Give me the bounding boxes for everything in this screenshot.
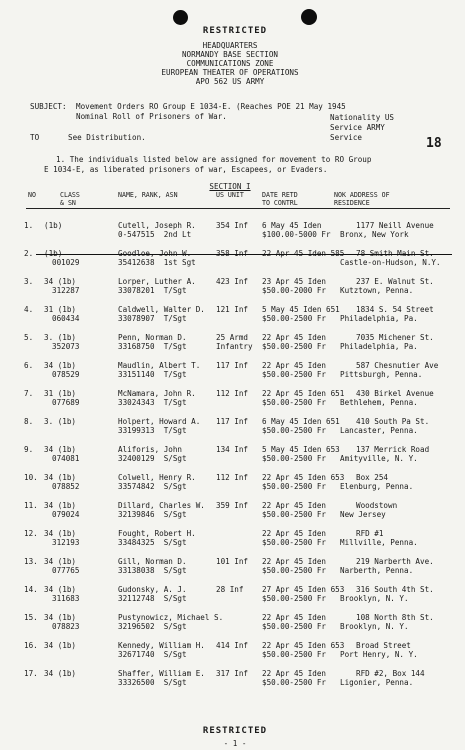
row-unit: 25 Armd (216, 333, 249, 342)
document-number: 18 (426, 136, 442, 151)
row-number: 7. (24, 389, 34, 398)
row-unit: 117 Inf (216, 417, 249, 426)
row-date: 6 May 45 Iden (262, 221, 322, 230)
row-number: 16. (24, 641, 38, 650)
row-city: Bethlehem, Penna. (340, 398, 418, 407)
row-address: 430 Birkel Avenue (356, 389, 434, 398)
row-number: 4. (24, 305, 34, 314)
row-asn: 32671740 S/Sgt (118, 650, 187, 659)
col-header-date: DATE RETD TO CONTRL (262, 191, 298, 207)
row-class: 34 (1b) (44, 669, 77, 678)
row-serial: 311683 (52, 594, 80, 603)
row-address: Woodstown (356, 501, 398, 510)
row-name: McNamara, John R. (118, 389, 196, 398)
row-class: 3. (1b) (44, 417, 77, 426)
row-unit: 423 Inf (216, 277, 249, 286)
row-address: RFD #2, Box 144 (356, 669, 425, 678)
row-name: Shaffer, William E. (118, 669, 205, 678)
to-value: See Distribution. (68, 133, 146, 142)
table-row (0, 222, 465, 240)
row-address: 137 Merrick Road (356, 445, 430, 454)
row-date: 22 Apr 45 Iden (262, 669, 327, 678)
row-asn: 32139846 S/Sgt (118, 510, 187, 519)
row-date: 22 Apr 45 Iden (262, 613, 327, 622)
header-underline (26, 208, 450, 209)
row-address: 7035 Michener St. (356, 333, 434, 342)
letterhead-line: COMMUNICATIONS ZONE (186, 59, 274, 68)
row-unit: 134 Inf (216, 445, 249, 454)
row-class: 34 (1b) (44, 277, 77, 286)
row-pay: $50.00-2500 Fr (262, 510, 327, 519)
row-asn: 33078907 T/Sgt (118, 314, 187, 323)
row-class: 3. (1b) (44, 333, 77, 342)
row-address: 237 E. Walnut St. (356, 277, 434, 286)
classification-bottom: RESTRICTED (202, 726, 268, 736)
row-serial: 312193 (52, 538, 80, 547)
row-unit: 28 Inf (216, 585, 244, 594)
row-address: 1177 Neill Avenue (356, 221, 434, 230)
row-serial: 079024 (52, 510, 80, 519)
row-asn: 33151140 T/Sgt (118, 370, 187, 379)
table-row (0, 642, 465, 660)
row-city: New Jersey (340, 510, 386, 519)
row-number: 5. (24, 333, 34, 342)
section-title: SECTION I (209, 182, 251, 191)
row-date: 5 May 45 Iden 651 (262, 305, 340, 314)
row-class: 34 (1b) (44, 445, 77, 454)
row-name: Lorper, Luther A. (118, 277, 196, 286)
intro-line: 1. The individuals listed below are assigned for movement to RO Group (56, 155, 372, 164)
row-number: 9. (24, 445, 34, 454)
table-row (0, 306, 465, 324)
row-date: 22 Apr 45 Iden (262, 361, 327, 370)
row-asn: 33326500 S/Sgt (118, 678, 187, 687)
row-asn: 33078201 T/Sgt (118, 286, 187, 295)
row-name: Caldwell, Walter D. (118, 305, 205, 314)
row-serial: 001029 (52, 258, 80, 267)
table-row (0, 586, 465, 604)
row-name: Cutell, Joseph R. (118, 221, 196, 230)
row-city: Narberth, Penna. (340, 566, 414, 575)
intro-line: E 1034-E, as liberated prisoners of war, Escapees, or Evaders. (44, 165, 328, 174)
row-serial: 312287 (52, 286, 80, 295)
table-row (0, 362, 465, 380)
row-asn: 33024343 T/Sgt (118, 398, 187, 407)
strikethrough-line (36, 254, 452, 255)
row-name: Dillard, Charles W. (118, 501, 205, 510)
right-block-line: Service (330, 133, 363, 142)
row-city: Pittsburgh, Penna. (340, 370, 423, 379)
row-date: 22 Apr 45 Iden (262, 557, 327, 566)
row-name: Gill, Norman D. (118, 557, 187, 566)
row-city: Philadelphia, Pa. (340, 342, 418, 351)
right-block-line: Service ARMY (330, 123, 385, 132)
row-name: Penn, Norman D. (118, 333, 187, 342)
row-asn: 33138038 S/Sgt (118, 566, 187, 575)
col-header-class: CLASS & SN (60, 191, 80, 207)
letterhead-line: APO 562 US ARMY (195, 77, 265, 86)
row-number: 13. (24, 557, 38, 566)
row-number: 15. (24, 613, 38, 622)
row-unit: 101 Inf (216, 557, 249, 566)
row-pay: $50.00-2500 Fr (262, 342, 327, 351)
row-city: Kutztown, Penna. (340, 286, 414, 295)
row-number: 2. (24, 249, 34, 258)
row-number: 8. (24, 417, 34, 426)
row-asn: 33574842 S/Sgt (118, 482, 187, 491)
row-unit: 359 Inf (216, 501, 249, 510)
row-asn: 32400129 S/Sgt (118, 454, 187, 463)
row-number: 1. (24, 221, 34, 230)
row-number: 17. (24, 669, 38, 678)
letterhead-line: NORMANDY BASE SECTION (181, 50, 278, 59)
row-city: Lancaster, Penna. (340, 426, 418, 435)
row-address: 587 Chesnutier Ave (356, 361, 439, 370)
row-address: RFD #1 (356, 529, 384, 538)
col-header-unit: US UNIT (216, 191, 244, 199)
row-class: 34 (1b) (44, 473, 77, 482)
subject-line: Nominal Roll of Prisoners of War. (76, 112, 227, 121)
row-city: Ligonier, Penna. (340, 678, 414, 687)
row-name: Colwell, Henry R. (118, 473, 196, 482)
row-name: Holpert, Howard A. (118, 417, 201, 426)
row-date: 22 Apr 45 Iden (262, 501, 327, 510)
subject-line: Movement Orders RO Group E 1034-E. (Reaches POE 21 May 1945 (76, 102, 346, 111)
row-city: Brooklyn, N. Y. (340, 594, 409, 603)
table-row (0, 250, 465, 268)
row-pay: $50.00-2500 Fr (262, 454, 327, 463)
row-asn: 32112748 S/Sgt (118, 594, 187, 603)
table-row (0, 390, 465, 408)
row-pay: $50.00-2500 Fr (262, 482, 327, 491)
row-asn: 32196502 S/Sgt (118, 622, 187, 631)
ink-blot-right (301, 9, 317, 25)
row-asn: 35412638 1st Sgt (118, 258, 196, 267)
row-address: 316 South 4th St. (356, 585, 434, 594)
row-date: 22 Apr 45 Iden 651 (262, 389, 345, 398)
row-unit: 121 Inf (216, 305, 249, 314)
row-asn: 33484325 S/Sgt (118, 538, 187, 547)
row-number: 12. (24, 529, 38, 538)
row-number: 11. (24, 501, 38, 510)
row-class: 31 (1b) (44, 389, 77, 398)
row-city: Castle-on-Hudson, N.Y. (340, 258, 441, 267)
row-date: 27 Apr 45 Iden 653 (262, 585, 345, 594)
row-address: 108 North 8th St. (356, 613, 434, 622)
row-name: Pustynowicz, Michael S. (118, 613, 224, 622)
row-address: Box 254 (356, 473, 389, 482)
row-pay: $100.00-5000 Fr (262, 230, 331, 239)
row-city: Bronx, New York (340, 230, 409, 239)
row-name: Aliforis, John (118, 445, 183, 454)
table-row (0, 614, 465, 632)
row-date: 22 Apr 45 Iden 653 (262, 473, 345, 482)
row-serial: 060434 (52, 314, 80, 323)
subject-label: SUBJECT: (30, 102, 67, 111)
row-address: 1834 S. 54 Street (356, 305, 434, 314)
page-number: - 1 - (223, 739, 247, 748)
row-serial: 077765 (52, 566, 80, 575)
right-block-line: Nationality US (330, 113, 395, 122)
row-date: 22 Apr 45 Iden (262, 529, 327, 538)
row-serial: 352073 (52, 342, 80, 351)
row-asn: 0-547515 2nd Lt (118, 230, 192, 239)
row-class: 34 (1b) (44, 613, 77, 622)
row-pay: $50.00-2500 Fr (262, 594, 327, 603)
table-row (0, 278, 465, 296)
col-header-name: NAME, RANK, ASN (118, 191, 178, 199)
row-pay: $50.00-2500 Fr (262, 622, 327, 631)
table-row (0, 530, 465, 548)
row-date: 6 May 45 Iden 651 (262, 417, 340, 426)
classification-top: RESTRICTED (202, 26, 268, 36)
row-class: 34 (1b) (44, 557, 77, 566)
row-city: Millville, Penna. (340, 538, 418, 547)
row-class: 34 (1b) (44, 641, 77, 650)
row-unit: 354 Inf (216, 221, 249, 230)
table-row (0, 502, 465, 520)
letterhead-line: HEADQUARTERS (202, 41, 258, 50)
row-date: 23 Apr 45 Iden (262, 277, 327, 286)
row-number: 6. (24, 361, 34, 370)
table-row (0, 418, 465, 436)
table-row (0, 474, 465, 492)
row-serial: 077689 (52, 398, 80, 407)
row-pay: $50.00-2500 Fr (262, 370, 327, 379)
row-class: 31 (1b) (44, 305, 77, 314)
col-header-no: NO (28, 191, 36, 199)
row-unit: 414 Inf (216, 641, 249, 650)
row-unit: 112 Inf (216, 473, 249, 482)
row-pay: $50.00-2500 Fr (262, 426, 327, 435)
row-class: 34 (1b) (44, 501, 77, 510)
row-name: Gudonsky, A. J. (118, 585, 187, 594)
row-serial: 078823 (52, 622, 80, 631)
row-class: (1b) (44, 221, 63, 230)
row-pay: $50.00-2500 Fr (262, 314, 327, 323)
row-class: 34 (1b) (44, 361, 77, 370)
row-unit: 117 Inf (216, 361, 249, 370)
row-number: 14. (24, 585, 38, 594)
row-pay: $50.00-2500 Fr (262, 538, 327, 547)
row-number: 3. (24, 277, 34, 286)
row-name: Fought, Robert H. (118, 529, 196, 538)
row-unit: 112 Inf (216, 389, 249, 398)
row-serial: 074081 (52, 454, 80, 463)
row-pay: $50.00-2500 Fr (262, 398, 327, 407)
row-asn: 33199313 T/Sgt (118, 426, 187, 435)
row-pay: $50.00-2500 Fr (262, 566, 327, 575)
row-unit: 317 Inf (216, 669, 249, 678)
ink-blot-left (173, 10, 188, 25)
row-pay: $50.00-2500 Fr (262, 650, 327, 659)
row-address: 219 Narberth Ave. (356, 557, 434, 566)
row-unit-2: Infantry (216, 342, 253, 351)
letterhead-line: EUROPEAN THEATER OF OPERATIONS (161, 68, 299, 77)
row-asn: 33168750 T/Sgt (118, 342, 187, 351)
row-name: Kennedy, William H. (118, 641, 205, 650)
row-class: 34 (1b) (44, 585, 77, 594)
row-serial: 078852 (52, 482, 80, 491)
row-date: 5 May 45 Iden 653 (262, 445, 340, 454)
row-city: Brooklyn, N. Y. (340, 622, 409, 631)
row-city: Port Henry, N. Y. (340, 650, 418, 659)
row-pay: $50.00-2000 Fr (262, 286, 327, 295)
row-address: 410 South Pa St. (356, 417, 430, 426)
col-header-address: NOK ADDRESS OF RESIDENCE (334, 191, 390, 207)
row-date: 22 Apr 45 Iden (262, 333, 327, 342)
row-city: Philadelphia, Pa. (340, 314, 418, 323)
row-address: Broad Street (356, 641, 411, 650)
table-row (0, 558, 465, 576)
table-row (0, 334, 465, 352)
row-date: 22 Apr 45 Iden 653 (262, 641, 345, 650)
row-number: 10. (24, 473, 38, 482)
to-label: TO (30, 133, 40, 142)
row-city: Elenburg, Penna. (340, 482, 414, 491)
table-row (0, 446, 465, 464)
table-row (0, 670, 465, 688)
row-pay: $50.00-2500 Fr (262, 678, 327, 687)
row-class: 34 (1b) (44, 529, 77, 538)
row-city: Amityville, N. Y. (340, 454, 418, 463)
row-name: Maudlin, Albert T. (118, 361, 201, 370)
row-serial: 078529 (52, 370, 80, 379)
